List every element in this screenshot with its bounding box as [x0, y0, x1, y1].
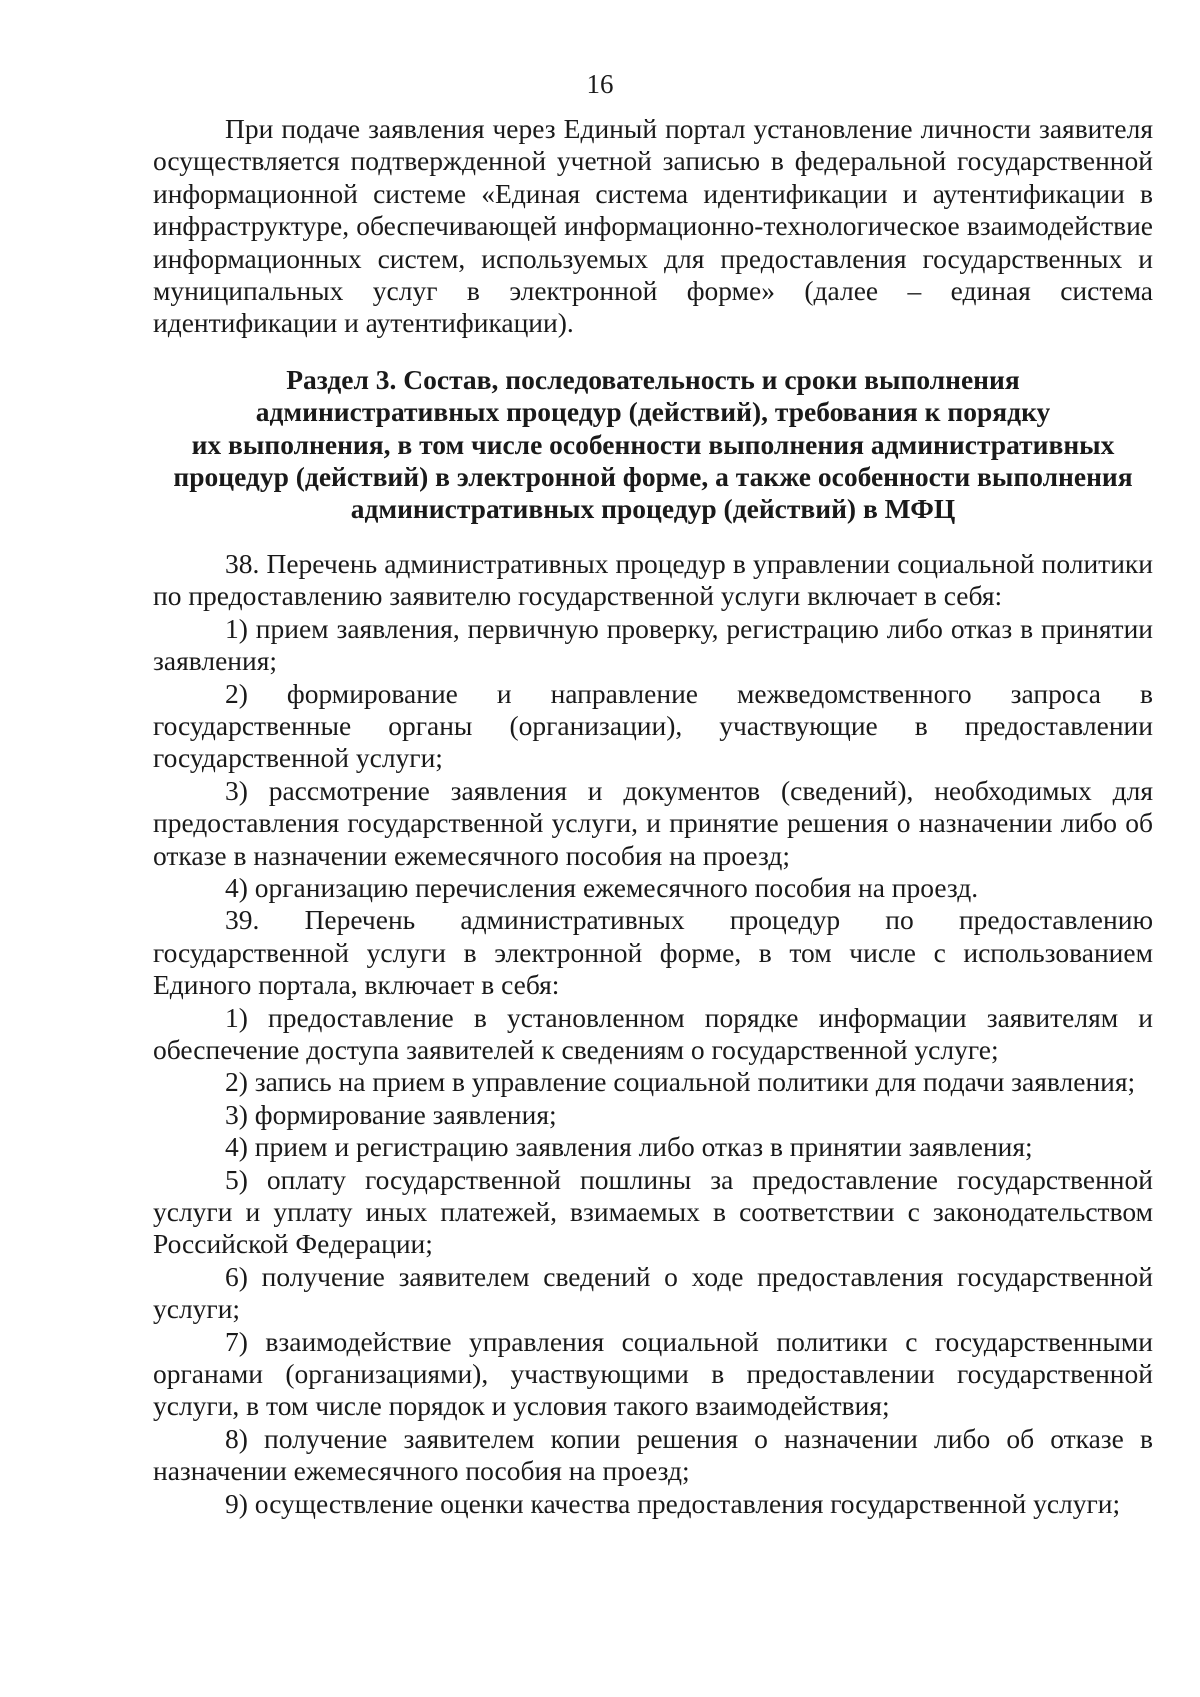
section-heading-line: процедур (действий) в электронной форме, а также особенности выполнения	[173, 461, 1133, 493]
clause-38-item-3: 3) рассмотрение заявления и документов (сведений), необходимых для предоставления государственной услуги, и принятие решения о назначении либо об отказе в назначении ежемесячного пособия на проезд;	[153, 774, 1153, 871]
clause-39-item-8: 8) получение заявителем копии решения о назначении либо об отказе в назначении ежемесячного пособия на проезд;	[153, 1422, 1153, 1487]
page-content	[153, 113, 1153, 1520]
intro-paragraph: При подаче заявления через Единый портал установление личности заявителя осуществляется подтвержденной учетной записью в федеральной государственной информационной системе «Единая система идентификации и аутентификации в инфраструктуре, обеспечивающей информационно-технологическое взаимодействие информационных систем, используемых для предоставления государственных и муниципальных услуг в электронной форме» (далее – единая система идентификации и аутентификации).	[153, 113, 1153, 339]
section-heading-line: административных процедур (действий), требования к порядку	[255, 396, 1051, 428]
clause-39-item-2: 2) запись на прием в управление социальной политики для подачи заявления;	[225, 1066, 1136, 1098]
clause-38-lead: 38. Перечень административных процедур в управлении социальной политики по предоставлению заявителю государственной услуги включает в себя:	[153, 547, 1153, 612]
clause-39-item-4: 4) прием и регистрацию заявления либо отказ в принятии заявления;	[225, 1131, 1033, 1163]
clause-39-item-5: 5) оплату государственной пошлины за предоставление государственной услуги и уплату иных платежей, взимаемых в соответствии с законодательством Российской Федерации;	[153, 1163, 1153, 1260]
clause-39-lead: 39. Перечень административных процедур по предоставлению государственной услуги в электронной форме, в том числе с использованием Единого портала, включает в себя:	[153, 904, 1153, 1001]
page-number: 16	[586, 69, 614, 99]
clause-39-item-9: 9) осуществление оценки качества предоставления государственной услуги;	[225, 1487, 1121, 1519]
clause-38-item-2: 2) формирование и направление межведомственного запроса в государственные органы (организации), участвующие в предоставлении государственной услуги;	[153, 677, 1153, 774]
clause-39-item-1: 1) предоставление в установленном порядке информации заявителям и обеспечение доступа заявителей к сведениям о государственной услуге;	[153, 1001, 1153, 1065]
section-heading	[153, 364, 1153, 526]
clause-39-item-3: 3) формирование заявления;	[225, 1098, 557, 1130]
section-heading-line: Раздел 3. Состав, последовательность и сроки выполнения	[286, 363, 1020, 395]
clause-38-item-4: 4) организацию перечисления ежемесячного пособия на проезд.	[225, 871, 979, 903]
clause-38-item-1: 1) прием заявления, первичную проверку, регистрацию либо отказ в принятии заявления;	[153, 612, 1153, 677]
section-heading-line: их выполнения, в том числе особенности выполнения административных	[191, 428, 1115, 460]
clause-39-item-7: 7) взаимодействие управления социальной политики с государственными органами (организациями), участвующими в предоставлении государственной услуги, в том числе порядок и условия такого взаимодействия;	[153, 1325, 1153, 1422]
section-heading-line: административных процедур (действий) в МФЦ	[350, 493, 956, 525]
clause-39-item-6: 6) получение заявителем сведений о ходе предоставления государственной услуги;	[153, 1260, 1153, 1325]
